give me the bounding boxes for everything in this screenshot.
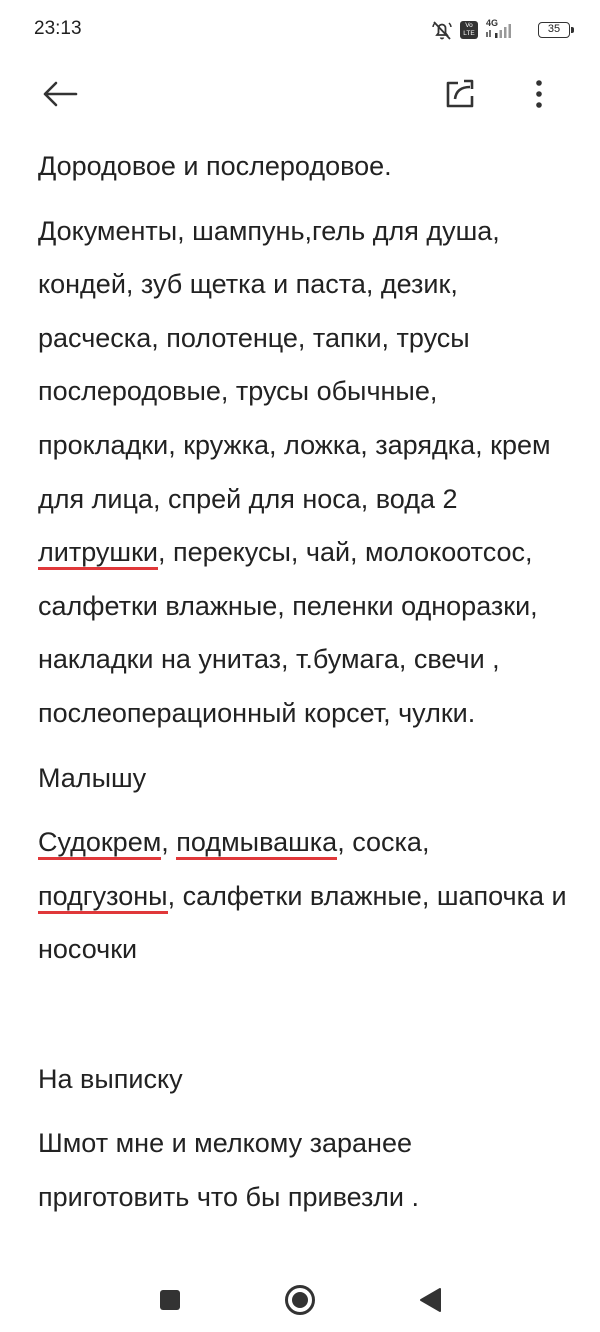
volte-label: Vo LTE <box>463 22 475 37</box>
mute-icon <box>430 18 454 47</box>
network-type: 4G <box>486 18 499 28</box>
note-paragraph-discharge: Шмот мне и мелкому заранее приготовить что бы привезли . <box>38 1128 419 1212</box>
baby-separator: , <box>161 827 177 858</box>
home-circle-icon <box>284 1284 316 1316</box>
back-nav-button[interactable] <box>408 1280 452 1320</box>
section-heading-discharge: На выписку <box>38 1063 183 1094</box>
battery-icon: 35 <box>538 22 570 38</box>
items-text-before: Документы, шампунь,гель для душа, кондей, зуб щетка и паста, дезик, расческа, полотенце, тапки, трусы послеродовые, трусы обычные, прокладки, кружка, ложка, зарядка, крем для лица, спрей для носа, вода 2 <box>38 215 551 514</box>
back-triangle-icon <box>418 1287 442 1313</box>
misspelled-word[interactable]: Судокрем <box>38 827 161 860</box>
back-button[interactable] <box>36 70 84 118</box>
recents-square-icon <box>159 1289 181 1311</box>
misspelled-word[interactable]: литрушки <box>38 537 158 570</box>
open-external-button[interactable] <box>436 70 484 118</box>
system-nav-bar <box>0 1268 600 1332</box>
baby-separator: , соска, <box>337 827 430 858</box>
items-text-after: , перекусы, чай, молокоотсос, салфетки влажные, пеленки одноразки, накладки на унитаз, т.бумага, свечи , послеоперационный корсет, чулки. <box>38 537 538 728</box>
baby-text-rest: , салфетки влажные, шапочка и носочки <box>38 880 567 965</box>
status-time: 23:13 <box>34 18 82 39</box>
status-bar <box>0 0 600 62</box>
misspelled-word[interactable]: подгузоны <box>38 881 168 914</box>
note-body[interactable] <box>38 140 568 1235</box>
back-arrow-icon <box>42 80 78 108</box>
more-options-button[interactable] <box>515 70 563 118</box>
section-heading-baby: Малышу <box>38 762 147 793</box>
note-toolbar <box>0 62 600 128</box>
status-icons <box>430 16 570 44</box>
note-paragraph-baby <box>38 816 568 977</box>
more-vert-icon <box>535 79 543 109</box>
open-external-icon <box>444 79 476 109</box>
volte-icon <box>460 21 478 39</box>
note-title: Дородовое и послеродовое. <box>38 151 392 181</box>
empty-line <box>38 988 568 1042</box>
note-paragraph-items <box>38 205 568 741</box>
recents-button[interactable] <box>148 1280 192 1320</box>
misspelled-word[interactable]: подмывашка <box>176 827 337 860</box>
home-button[interactable] <box>278 1280 322 1320</box>
